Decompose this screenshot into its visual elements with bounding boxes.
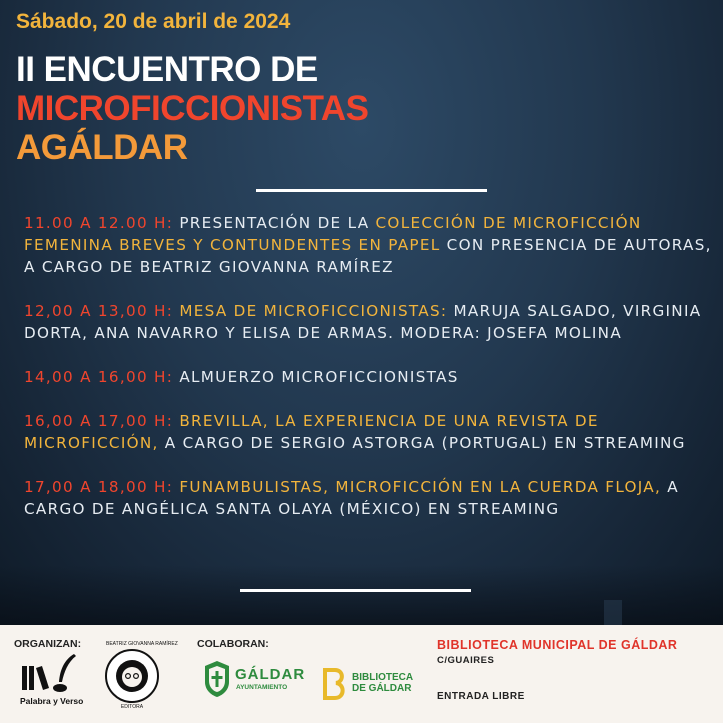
biblioteca-galdar-logo: [322, 668, 422, 702]
galdar-ayuntamiento-logo: [203, 660, 306, 700]
palabra-y-verso-logo: [16, 650, 96, 710]
galdar-shield-icon: [203, 660, 231, 698]
biblio-logo-line1: BIBLIOTECA: [352, 672, 414, 683]
divider-bottom: [240, 589, 471, 592]
schedule-item: [24, 366, 714, 388]
editora-logo-sub: EDITORA: [120, 704, 144, 710]
title-line-2: MICROFICCIONISTAS: [16, 89, 369, 128]
schedule-item: [24, 212, 714, 278]
schedule-item: [24, 300, 714, 344]
galdar-name: GÁLDAR: [235, 666, 306, 683]
schedule-text: MARUJA SALGADO, VIRGINIA DORTA, ANA NAVARRO Y ELISA DE ARMAS. MODERA: JOSEFA MOLINA: [24, 302, 702, 342]
schedule-highlight: MESA DE MICROFICCIONISTAS:: [179, 302, 448, 320]
divider-top: [256, 189, 487, 192]
schedule-text: A CARGO DE SERGIO ASTORGA (PORTUGAL) EN STREAMING: [164, 434, 686, 452]
library-name: BIBLIOTECA MUNICIPAL DE GÁLDAR: [437, 638, 678, 652]
title-line-1: II ENCUENTRO DE: [16, 50, 318, 89]
schedule-text: A CARGO DE ANGÉLICA SANTA OLAYA (MÉXICO) EN STREAMING: [24, 478, 679, 518]
editora-logo-text: BEATRIZ GIOVANNA RAMÍREZ: [106, 641, 178, 647]
palabra-logo-label: Palabra y Verso: [20, 696, 84, 706]
schedule-item: [24, 476, 714, 520]
editora-emblem-icon: [104, 648, 160, 704]
schedule-time: 11.00 A 12.00 H:: [24, 214, 174, 232]
galdar-sub: AYUNTAMIENTO: [236, 684, 288, 691]
title-line-3: AGÁLDAR: [16, 128, 188, 167]
schedule-text: PRESENTACIÓN DE LA: [179, 214, 370, 232]
schedule-text: ALMUERZO MICROFICCIONISTAS: [179, 368, 459, 386]
schedule-highlight: FUNAMBULISTAS, MICROFICCIÓN EN LA CUERDA FLOJA,: [179, 478, 662, 496]
editora-logo: [104, 641, 178, 710]
schedule-time: 12,00 A 13,00 H:: [24, 302, 174, 320]
library-address: C/GUAIRES: [437, 655, 495, 666]
books-quill-icon: [16, 650, 96, 694]
schedule-highlight: BREVILLA, LA EXPERIENCIA DE UNA REVISTA DE MICROFICCIÓN,: [24, 412, 599, 452]
organizan-label: ORGANIZAN:: [14, 638, 82, 650]
colaboran-label: COLABORAN:: [197, 638, 269, 650]
schedule-highlight: COLECCIÓN DE MICROFICCIÓN FEMENINA BREVES Y CONTUNDENTES EN PAPEL: [24, 214, 642, 254]
schedule-item: [24, 410, 714, 454]
biblioteca-b-icon: [322, 668, 348, 700]
schedule-time: 17,00 A 18,00 H:: [24, 478, 174, 496]
biblio-logo-line2: DE GÁLDAR: [352, 683, 412, 694]
event-date: Sábado, 20 de abril de 2024: [16, 10, 291, 33]
schedule-time: 16,00 A 17,00 H:: [24, 412, 174, 430]
schedule-list: [24, 212, 714, 542]
schedule-text: CON PRESENCIA DE AUTORAS, A CARGO DE BEATRIZ GIOVANNA RAMÍREZ: [24, 236, 712, 276]
entrance-info: ENTRADA LIBRE: [437, 691, 525, 702]
background-tower: [604, 600, 622, 625]
schedule-time: 14,00 A 16,00 H:: [24, 368, 174, 386]
